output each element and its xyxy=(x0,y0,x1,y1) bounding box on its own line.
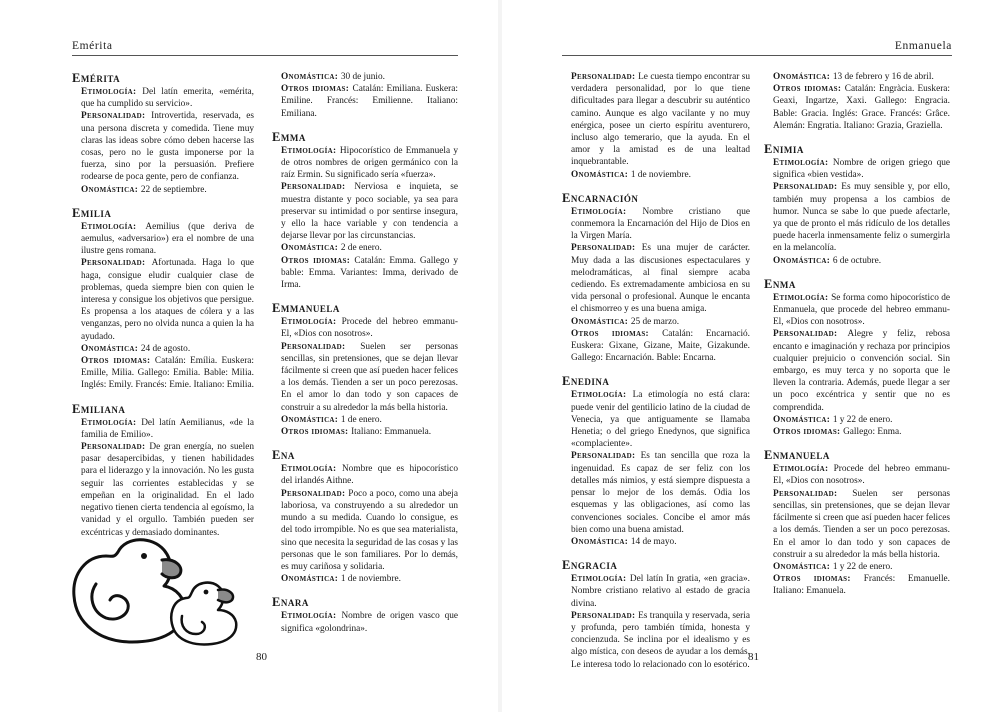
field-label: Etimología : xyxy=(81,87,142,97)
field-label: Onomástica : xyxy=(773,72,833,82)
field-label: Etimología : xyxy=(281,611,341,621)
field-label: Otros idiomas : xyxy=(81,356,155,366)
field-label: Etimología : xyxy=(773,464,834,474)
field-text: Italiano: Emmanuela. xyxy=(351,427,432,438)
field-text: Afortunada. Haga lo que haga, consigue eludir cualquier clase de problemas, queda siempre bien con quien le interesa y consigue los objetivos que persigue. Es propensa a los ataques de cólera y a las venganzas, pero no olvida nunca a quien la ha ayudado. xyxy=(81,258,254,342)
entry-field xyxy=(281,145,458,182)
field-label: Etimología : xyxy=(81,418,141,428)
entry-field xyxy=(571,71,750,169)
field-text: 22 de septiembre. xyxy=(140,184,207,195)
field-text: 1 y 22 de enero. xyxy=(832,561,893,572)
field-label: Onomástica : xyxy=(571,170,631,180)
right-page xyxy=(500,0,1000,712)
field-text: La etimología no está clara: puede venir del gentilicio latino de la ciudad de Venecia, ya que antiguamente se llamaba Henetia; o del griego Enedynos, que significa «complaciente». xyxy=(571,390,750,450)
field-text: 24 de agosto. xyxy=(140,343,191,354)
field-text: Catalán: Encarnació. Euskera: Gixane, Gizane, Maite, Gizakunde. Gallego: Encarnación. Bable: Encarna. xyxy=(571,328,750,364)
field-text: Del latín In gratia, «en gracia». Nombre cristiano relativo al estado de gracia divina. xyxy=(571,574,750,609)
entry-field xyxy=(281,414,458,426)
entry-field xyxy=(81,184,254,196)
running-head-left: Emérita xyxy=(72,40,113,52)
field-text: 1 de enero. xyxy=(340,414,382,425)
field-text: Nombre cristiano que conmemora la Encarnación del Hijo de Dios en la Virgen María. xyxy=(571,206,750,242)
field-text: Gallego: Enma. xyxy=(843,427,902,438)
field-text: Es muy sensible y, por ello, también muy propensa a los cambios de humor. Nunca se sabe lo que puede afectarle, ya que de pronto el más ridículo de los detalles puede hacerla inmensamente feliz o sumergirla en la melancolía. xyxy=(773,182,950,254)
column xyxy=(72,71,254,549)
field-label: Personalidad : xyxy=(281,342,360,352)
entry-field xyxy=(773,573,950,597)
entry-field xyxy=(773,157,950,181)
column xyxy=(272,71,458,645)
field-label: Onomástica : xyxy=(773,415,833,425)
entry-field xyxy=(773,463,950,487)
field-label: Etimología : xyxy=(773,158,833,168)
field-text: 1 de noviembre. xyxy=(340,574,401,585)
field-label: Personalidad : xyxy=(81,442,149,452)
name-entry xyxy=(72,206,254,392)
field-text: Poco a poco, como una abeja laboriosa, va construyendo a su alrededor un mundo a su medida. Cuando lo consigue, es del todo irrompible. No es que sea materialista, sino que necesita la seguridad de las cosas y las personas que le son familiares. Por lo demás, es muy cariñosa y solidaria. xyxy=(281,488,458,572)
field-text: Aemilius (que deriva de aemulus, «adversario») era el nombre de una ilustre gens romana. xyxy=(81,221,254,257)
field-label: Etimología : xyxy=(281,464,342,474)
entry-field xyxy=(571,536,750,548)
field-label: Etimología : xyxy=(773,293,831,303)
header-rule-left xyxy=(72,55,458,56)
entry-field xyxy=(81,355,254,392)
column xyxy=(562,71,750,681)
entry-field xyxy=(773,561,950,573)
field-text: Catalán: Emiliana. Euskera: Emiline. Francés: Emilienne. Italiano: Emiliana. xyxy=(281,84,458,119)
field-label: Personalidad : xyxy=(571,451,641,461)
entry-title: Ena xyxy=(272,448,295,463)
entry-field xyxy=(281,610,458,634)
big-duck-icon xyxy=(74,540,184,642)
entry-field xyxy=(81,257,254,342)
name-entry xyxy=(562,374,750,548)
entry-title: Emilia xyxy=(72,205,112,220)
entry-field xyxy=(281,71,458,83)
entry-field xyxy=(281,463,458,487)
field-label: Otros idiomas : xyxy=(281,256,354,266)
header-rule-right xyxy=(562,55,952,56)
field-text: Nombre de origen griego que significa «bien vestida». xyxy=(773,158,950,181)
entry-field xyxy=(571,450,750,535)
field-text: 25 de marzo. xyxy=(630,316,680,327)
entry-field xyxy=(281,488,458,573)
field-text: Nombre de origen vasco que significa «golondrina». xyxy=(281,611,458,634)
entry-field xyxy=(81,417,254,441)
field-text: Introvertida, reservada, es una persona discreta y comedida. Tiene muy claras las ideas sobre cómo deben hacerse las cosas, pero no le gusta imponerse por la fuerza, sino por la persuasión. Prefiere rodearse de poca gente, pero de confianza. xyxy=(81,111,254,183)
page-number-right: 81 xyxy=(748,651,759,663)
entry-title: Emmanuela xyxy=(272,301,340,316)
field-label: Onomástica : xyxy=(281,415,341,425)
name-entry xyxy=(272,448,458,585)
entry-field xyxy=(281,316,458,340)
entry-field xyxy=(281,181,458,242)
field-label: Otros idiomas : xyxy=(773,84,845,94)
field-label: Personalidad : xyxy=(773,489,852,499)
name-entry xyxy=(72,71,254,196)
field-label: Personalidad : xyxy=(773,182,841,192)
entry-field xyxy=(571,169,750,181)
entry-field xyxy=(571,206,750,243)
field-text: Procede del hebreo emmanu-El, «Dios con nosotros». xyxy=(773,464,950,487)
entry-field xyxy=(773,181,950,254)
name-entry xyxy=(272,301,458,438)
name-entry xyxy=(272,71,458,120)
field-text: Alegre y feliz, rebosa encanto e imaginación y rechaza por principios cualquier prejuicio o convención social. Sin embargo, es muy terca y no soporta que le lleven la contraria. Además, puede llegar a ser un poco excéntrica y sentir que no es comprendida. xyxy=(773,329,950,413)
field-text: Francés: Emanuelle. Italiano: Emanuela. xyxy=(773,574,950,597)
entry-title: Enara xyxy=(272,595,309,610)
entry-title: Enedina xyxy=(562,374,610,389)
field-label: Onomástica : xyxy=(81,185,141,195)
field-text: 6 de octubre. xyxy=(832,255,882,266)
ducks-illustration xyxy=(66,512,256,650)
field-text: Catalán: Engràcia. Euskera: Geaxi, Ingartze, Xaxi. Gallego: Engracia. Bable: Gracia. Inglés: Grace. Francés: Grâce. Alemán: Engratia. Italiano: Grazia, Graziella. xyxy=(773,84,951,131)
entry-field xyxy=(773,328,950,413)
entry-field xyxy=(571,610,750,671)
field-label: Personalidad : xyxy=(571,611,638,621)
name-entry xyxy=(764,277,950,438)
entry-field xyxy=(81,110,254,183)
field-label: Onomástica : xyxy=(773,562,833,572)
field-label: Otros idiomas : xyxy=(773,427,843,437)
entry-field xyxy=(281,573,458,585)
field-text: Catalán: Emma. Gallego y bable: Emma. Variantes: Imma, derivado de Irma. xyxy=(281,255,458,291)
field-label: Onomástica : xyxy=(281,72,341,82)
field-label: Personalidad : xyxy=(81,258,152,268)
field-label: Personalidad : xyxy=(773,329,848,339)
field-text: 30 de junio. xyxy=(340,72,385,82)
field-text: De gran energía, no suelen pasar desapercibidas, y tienen habilidades para el liderazgo y la innovación. No les gusta seguir las corrientes establecidas y se empeñan en la originalidad. En el lado negativo tienen cierta tendencia al egoísmo, la vanidad y el orgullo. También pueden ser excéntricas y demasiado dominantes. xyxy=(81,442,254,538)
entry-field xyxy=(773,292,950,329)
entry-field xyxy=(281,83,458,120)
field-label: Etimología : xyxy=(281,146,340,156)
name-entry xyxy=(562,71,750,181)
entry-field xyxy=(81,86,254,110)
entry-field xyxy=(571,242,750,315)
entry-field xyxy=(571,316,750,328)
field-text: 1 de noviembre. xyxy=(630,169,691,180)
field-label: Personalidad : xyxy=(281,182,354,192)
entry-field xyxy=(281,242,458,254)
entry-field xyxy=(571,389,750,450)
entry-title: Emérita xyxy=(72,71,121,85)
name-entry xyxy=(562,191,750,365)
field-label: Personalidad : xyxy=(571,243,642,253)
name-entry xyxy=(562,558,750,671)
field-label: Onomástica : xyxy=(281,243,341,253)
entry-title: Engracia xyxy=(562,558,618,573)
field-text: Del latín Aemilianus, «de la familia de Emilio». xyxy=(81,417,254,440)
field-label: Etimología : xyxy=(571,574,630,584)
field-text: Hipocorístico de Emmanuela y de otros nombres de origen germánico con la raíz Ermin. Su significado sería «fuerza». xyxy=(281,145,458,181)
field-text: Se forma como hipocorístico de Enmanuela, que procede del hebreo emmanu-El, «Dios con nosotros». xyxy=(773,292,950,328)
entry-field xyxy=(773,255,950,267)
entry-title: Encarnación xyxy=(562,190,639,205)
entry-title: Enma xyxy=(764,276,796,291)
entry-field xyxy=(81,221,254,258)
field-text: Catalán: Emília. Euskera: Emille, Milia. Gallego: Emilia. Bable: Milia. Inglés: Emily. Francés: Emie. Italiano: Emilia. xyxy=(81,356,255,391)
entry-title: Emma xyxy=(272,129,306,144)
page-number-left: 80 xyxy=(256,651,267,663)
field-text: 1 y 22 de enero. xyxy=(832,414,893,425)
entry-field xyxy=(281,426,458,438)
field-text: Nombre que es hipocorístico del irlandés Aithne. xyxy=(281,464,458,487)
field-label: Onomástica : xyxy=(571,537,631,547)
field-label: Otros idiomas : xyxy=(281,84,353,94)
entry-title: Enimia xyxy=(764,142,804,157)
entry-field xyxy=(81,343,254,355)
entry-field xyxy=(571,328,750,365)
field-label: Etimología : xyxy=(281,317,342,327)
field-text: Nerviosa e inquieta, se muestra distante y poco sociable, ya sea para preservar su intimidad o por sentirse insegura, y ello la hace variable y con tendencia a dejarse llevar por las circunstancias. xyxy=(281,182,458,242)
field-text: 13 de febrero y 16 de abril. xyxy=(832,72,934,82)
field-label: Onomástica : xyxy=(571,317,631,327)
field-label: Personalidad : xyxy=(281,489,348,499)
field-text: Procede del hebreo emmanu-El, «Dios con nosotros». xyxy=(281,317,458,340)
field-text: Suelen ser personas sencillas, sin pretensiones, que se dejan llevar fácilmente si creen que así pueden hacer felices a los demás. Tienden a ser un poco perezosas. En el amor lo dan todo y son capaces de construir a su alrededor la más bella historia. xyxy=(773,488,950,560)
entry-field xyxy=(773,488,950,561)
name-entry xyxy=(764,142,950,267)
name-entry xyxy=(764,448,950,597)
field-label: Personalidad : xyxy=(571,72,638,82)
field-label: Etimología : xyxy=(81,222,145,232)
field-label: Otros idiomas : xyxy=(281,427,351,437)
column xyxy=(764,71,950,608)
entry-field xyxy=(773,71,950,83)
field-label: Onomástica : xyxy=(773,256,833,266)
name-entry xyxy=(272,595,458,634)
entry-field xyxy=(773,83,950,132)
field-text: Suelen ser personas sencillas, sin pretensiones, que se dejan llevar fácilmente si creen que así pueden hacer felices a los demás. Tienden a ser un poco perezosas. En el amor lo dan todo y son capaces de construir a su alrededor la más bella historia. xyxy=(281,341,458,413)
field-text: Es tan sencilla que roza la ingenuidad. Es capaz de ser feliz con los detalles más nimios, y está siempre dispuesta a pensar lo mejor de los demás. Odia los esquemas y las obligaciones, así como las convenciones sociales. Concibe el amor más bien como una buena amistad. xyxy=(571,451,750,535)
field-label: Etimología : xyxy=(571,207,642,217)
field-text: Es tranquila y reservada, seria y profunda, pero también tímida, honesta y concienzuda. Se inclina por el idealismo y es algo mística, con deseos de ayudar a los demás. Le interesa todo lo relacionado con lo esotérico. xyxy=(571,610,750,670)
field-text: Es una mujer de carácter. Muy dada a las discusiones espectaculares y melodramáticas, al final siempre acaba cediendo. Es extremadamente ambiciosa en su vida personal o profesional. Aunque le encanta el chismorreo y es una buena amiga. xyxy=(571,243,750,315)
entry-title: Enmanuela xyxy=(764,448,830,463)
field-label: Otros idiomas : xyxy=(773,574,864,584)
field-text: 2 de enero. xyxy=(340,243,382,254)
name-entry xyxy=(764,71,950,132)
entry-field xyxy=(571,573,750,610)
field-label: Personalidad : xyxy=(81,111,151,121)
entry-title: Emiliana xyxy=(72,401,126,416)
field-text: Le cuesta tiempo encontrar su verdadera personalidad, por lo que tiene dificultades para llegar a descubrir su auténtico camino. Aunque es algo vacilante y no muy enérgica, posee un cierto espíritu aventurero, incluso algo temerario, que la ayuda. En el amor y la amistad es de una lealtad inquebrantable. xyxy=(571,72,750,168)
running-head-right: Enmanuela xyxy=(894,40,952,52)
field-text: 14 de mayo. xyxy=(630,536,677,547)
field-label: Onomástica : xyxy=(81,344,141,354)
entry-field xyxy=(773,414,950,426)
field-label: Otros idiomas : xyxy=(571,329,662,339)
entry-field xyxy=(281,341,458,414)
field-label: Onomástica : xyxy=(281,574,341,584)
entry-field xyxy=(281,255,458,292)
field-text: Del latín emerita, «emérita, que ha cumplido su servicio». xyxy=(81,87,254,110)
field-label: Etimología : xyxy=(571,390,633,400)
small-duck-icon xyxy=(171,583,236,645)
name-entry xyxy=(272,130,458,291)
entry-field xyxy=(773,426,950,438)
